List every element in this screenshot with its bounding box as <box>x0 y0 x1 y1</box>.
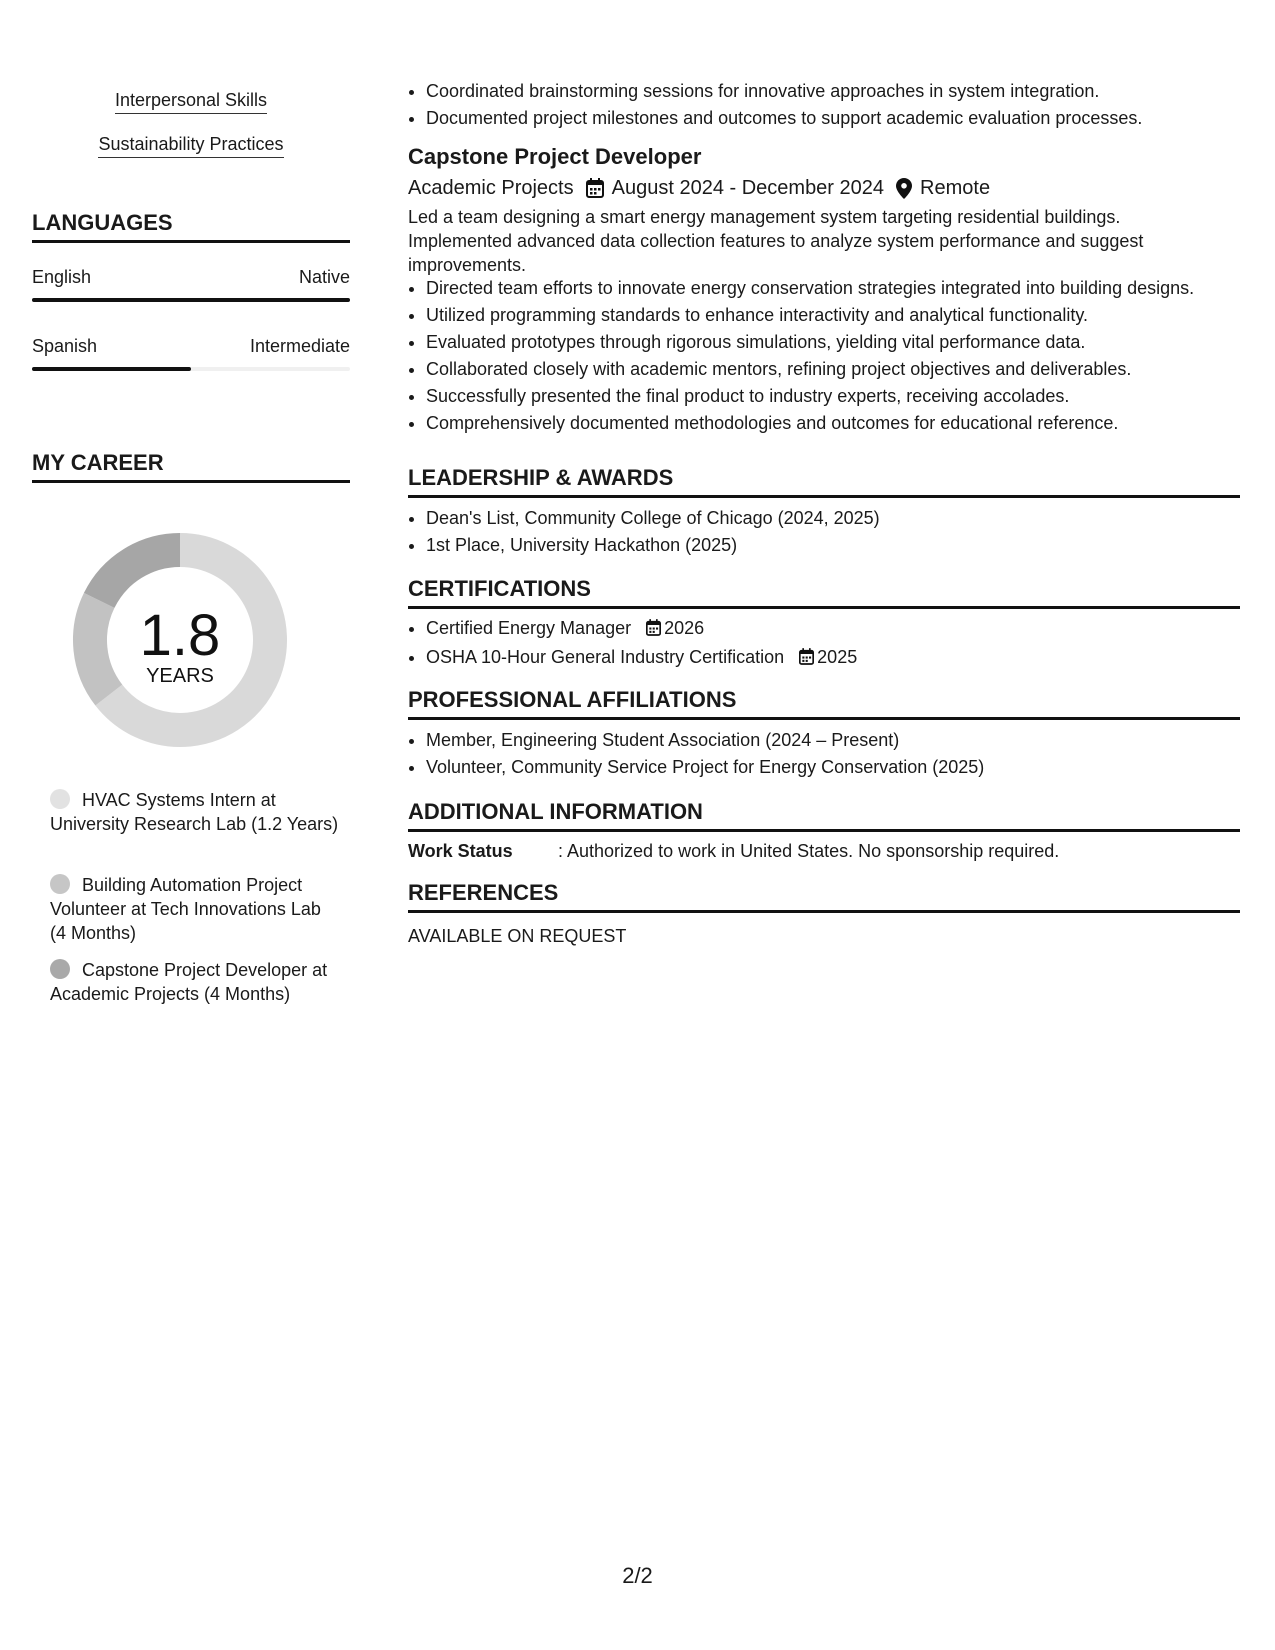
skill-item: Sustainability Practices <box>32 132 350 158</box>
certifications-heading: CERTIFICATIONS <box>408 576 1240 609</box>
bullet-item: • Documented project milestones and outcomes to support academic evaluation processes. <box>426 105 1258 132</box>
job-dates: August 2024 - December 2024 <box>611 177 885 199</box>
job-description: Led a team designing a smart energy management system targeting residential buildings. Implemented advanced data collection features to analyze system performance and suggest improvements. <box>408 207 1144 275</box>
language-proficiency-fill <box>32 367 191 371</box>
bullet-item: • Collaborated closely with academic mentors, refining project objectives and deliverables. <box>426 356 1258 383</box>
additional-info-heading: ADDITIONAL INFORMATION <box>408 799 1240 832</box>
affiliations-list <box>408 727 1258 781</box>
career-total-unit: YEARS <box>146 665 214 687</box>
bullet-item: • Comprehensively documented methodologies and outcomes for educational reference. <box>426 410 1258 437</box>
legend-dot-icon <box>50 959 70 979</box>
skill-item: Interpersonal Skills <box>32 88 350 114</box>
language-level: Intermediate <box>249 336 350 356</box>
bullet-item: • Directed team efforts to innovate energy conservation strategies integrated into building designs. <box>426 275 1258 302</box>
certifications-list <box>408 615 1258 673</box>
legend-dot-icon <box>50 789 70 809</box>
awards-list <box>408 505 1258 559</box>
job-title: Capstone Project Developer <box>408 144 702 169</box>
language-proficiency-fill <box>32 298 350 302</box>
award-item: • 1st Place, University Hackathon (2025) <box>426 532 1258 559</box>
work-status-row <box>408 839 1240 863</box>
work-status-value: : Authorized to work in United States. No sponsorship required. <box>558 841 1060 861</box>
career-legend-item: Capstone Project Developer at Academic Projects (4 Months) <box>50 960 328 1004</box>
donut-slice <box>99 550 180 600</box>
languages-heading: LANGUAGES <box>32 210 350 243</box>
language-level: Native <box>298 267 350 287</box>
legend-dot-icon <box>50 874 70 894</box>
affiliation-item: • Volunteer, Community Service Project for Energy Conservation (2025) <box>426 754 1258 781</box>
language-proficiency-bar <box>32 298 350 302</box>
location-pin-icon <box>896 178 912 199</box>
language-name: Spanish <box>32 336 98 356</box>
references-heading: REFERENCES <box>408 880 1240 913</box>
bullet-item: • Evaluated prototypes through rigorous simulations, yielding vital performance data. <box>426 329 1258 356</box>
career-legend-item: HVAC Systems Intern at University Research Lab (1.2 Years) <box>50 790 339 834</box>
career-heading: MY CAREER <box>32 450 350 483</box>
calendar-icon <box>646 617 661 644</box>
calendar-icon <box>586 178 604 198</box>
job-meta <box>408 174 1240 202</box>
bullet-item: • Coordinated brainstorming sessions for innovative approaches in system integration. <box>426 78 1258 105</box>
bullet-item: • Successfully presented the final product to industry experts, receiving accolades. <box>426 383 1258 410</box>
career-legend-item: Building Automation Project Volunteer at Tech Innovations Lab (4 Months) <box>50 875 321 943</box>
references-text: AVAILABLE ON REQUEST <box>408 926 627 946</box>
awards-heading: LEADERSHIP & AWARDS <box>408 465 1240 498</box>
affiliations-heading: PROFESSIONAL AFFILIATIONS <box>408 687 1240 720</box>
job-company: Academic Projects <box>408 177 574 199</box>
experience-bullets <box>408 78 1258 132</box>
language-proficiency-bar <box>32 367 350 371</box>
bullet-item: • Utilized programming standards to enhance interactivity and analytical functionality. <box>426 302 1258 329</box>
career-donut-chart <box>60 520 300 760</box>
calendar-icon <box>799 646 814 673</box>
language-name: English <box>32 267 92 287</box>
donut-slice <box>90 600 109 695</box>
work-status-label: Work Status <box>408 841 513 861</box>
job-location: Remote <box>920 177 991 199</box>
award-item: • Dean's List, Community College of Chicago (2024, 2025) <box>426 505 1258 532</box>
certification-item: • Certified Energy Manager 2026 <box>426 615 1258 644</box>
career-total-value: 1.8 <box>139 603 221 668</box>
page-number: 2/2 <box>622 1563 653 1588</box>
affiliation-item: • Member, Engineering Student Association (2024 – Present) <box>426 727 1258 754</box>
certification-item: • OSHA 10-Hour General Industry Certification 2025 <box>426 644 1258 673</box>
job-bullets <box>408 275 1258 437</box>
